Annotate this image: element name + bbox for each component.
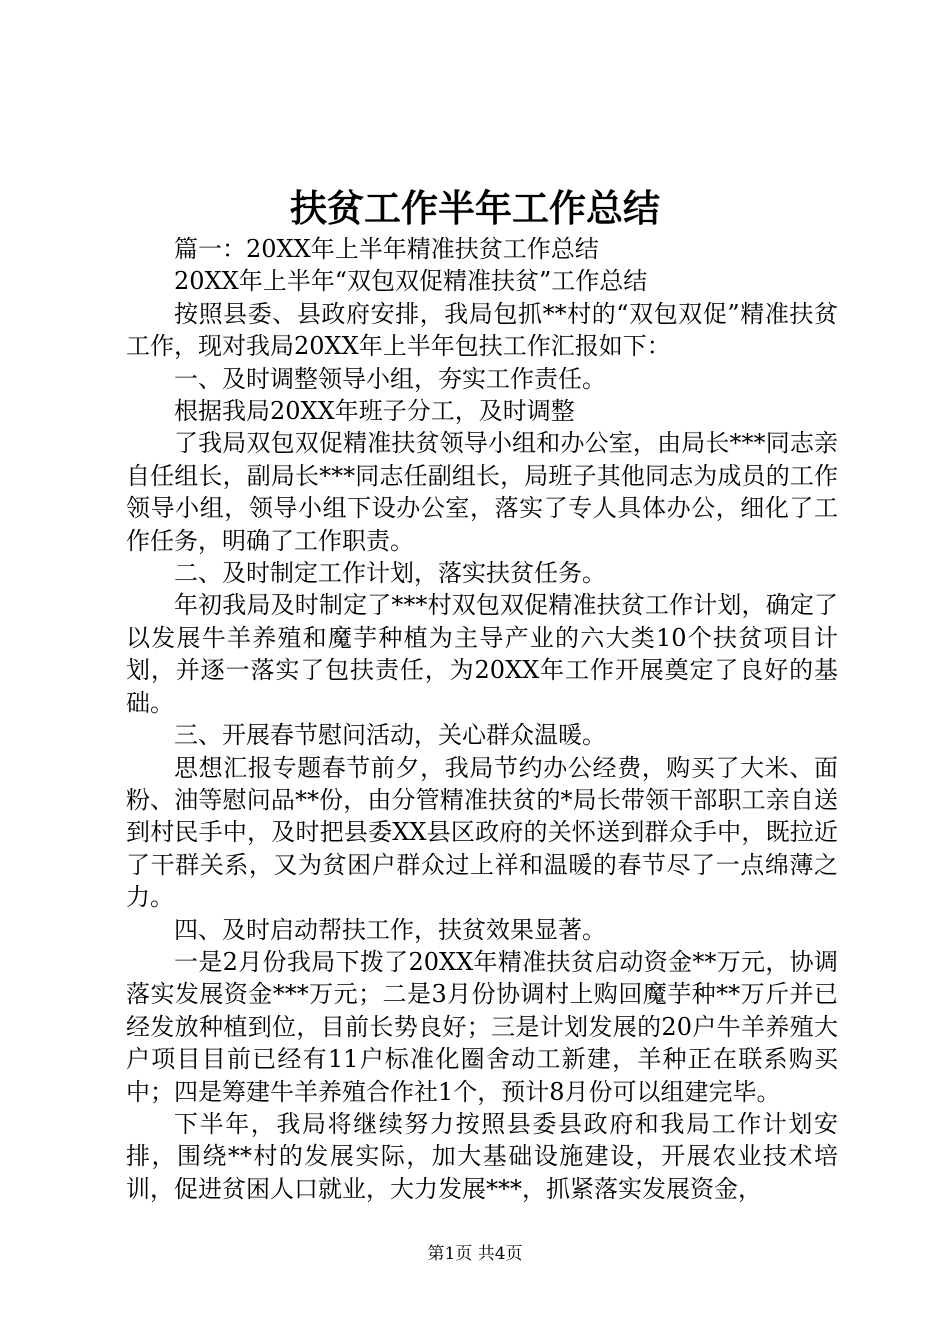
- document-body: [126, 233, 838, 1205]
- section-heading: 四、及时启动帮扶工作，扶贫效果显著。: [174, 915, 606, 944]
- paragraph: 思想汇报专题春节前夕，我局节约办公经费，购买了大米、面粉、油等慰问品**份，由分管精准扶贫的*局长带领干部职工亲自送到村民手中，及时把县委XX县区政府的关怀送到群众手中，既拉近了干群关系，又为贫困户群众过上祥和温暖的春节尽了一点绵薄之力。: [126, 753, 838, 912]
- paragraph: 下半年，我局将继续努力按照县委县政府和我局工作计划安排，围绕**村的发展实际，加大基础设施建设，开展农业技术培训，促进贫困人口就业，大力发展***，抓紧落实发展资金，: [126, 1109, 838, 1203]
- section-heading: 一、及时调整领导小组，夯实工作责任。: [174, 364, 606, 393]
- paragraph: 根据我局20XX年班子分工，及时调整: [174, 397, 575, 426]
- paragraph: 年初我局及时制定了***村双包双促精准扶贫工作计划，确定了以发展牛羊养殖和魔芋种植为主导产业的六大类10个扶贫项目计划，并逐一落实了包扶责任，为20XX年工作开展奠定了良好的基础。: [126, 591, 838, 717]
- paragraph: 了我局双包双促精准扶贫领导小组和办公室，由局长***同志亲自任组长，副局长***同志任副组长，局班子其他同志为成员的工作领导小组，领导小组下设办公室，落实了专人具体办公，细化了工作任务，明确了工作职责。: [126, 429, 838, 555]
- document-title: 扶贫工作半年工作总结: [290, 186, 660, 230]
- paragraph: 一是2月份我局下拨了20XX年精准扶贫启动资金**万元，协调落实发展资金***万元；二是3月份协调村上购回魔芋种**万斤并已经发放种植到位，目前长势良好；三是计划发展的20户牛羊养殖大户项目目前已经有11户标准化圈舍动工新建，羊种正在联系购买中；四是筹建牛羊养殖合作社1个，预计8月份可以组建完毕。: [126, 947, 838, 1106]
- page-footer: 第1页 共4页: [427, 1244, 523, 1264]
- section-heading: 三、开展春节慰问活动，关心群众温暖。: [174, 721, 606, 750]
- section-heading: 二、及时制定工作计划，落实扶贫任务。: [174, 559, 606, 588]
- paragraph: 篇一：20XX年上半年精准扶贫工作总结: [174, 235, 599, 263]
- paragraph: 按照县委、县政府安排，我局包抓**村的“双包双促”精准扶贫工作，现对我局20XX年上半年包扶工作汇报如下：: [126, 299, 838, 361]
- paragraph: 20XX年上半年“双包双促精准扶贫”工作总结: [174, 267, 648, 296]
